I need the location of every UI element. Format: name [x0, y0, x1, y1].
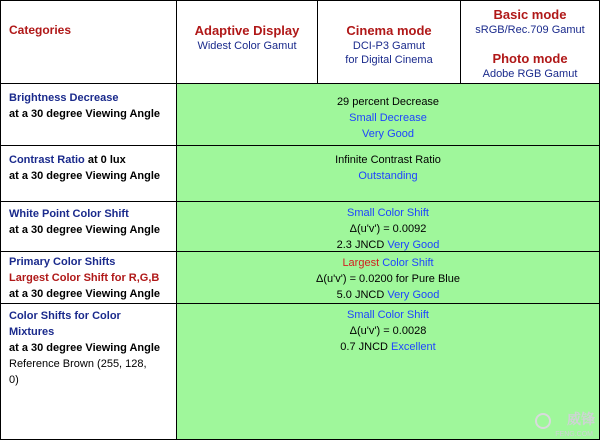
mixtures-delta: Δ(u'v') = 0.0028 — [349, 325, 427, 337]
primary-shift-label: Primary Color Shifts — [9, 256, 116, 268]
contrast-lux-label: at 0 lux — [84, 154, 126, 166]
brightness-value: 29 percent Decrease — [336, 96, 440, 108]
white-point-delta: Δ(u'v') = 0.0092 — [349, 223, 427, 235]
row-contrast-label-cell — [0, 146, 177, 202]
basic-mode-title: Basic mode — [493, 7, 567, 22]
contrast-rating: Outstanding — [358, 170, 418, 182]
watermark-logo-icon — [535, 413, 551, 429]
basic-mode-subtitle: sRGB/Rec.709 Gamut — [475, 24, 585, 36]
primary-rating: Very Good — [387, 289, 440, 301]
white-point-rating: Very Good — [387, 239, 440, 251]
mixtures-rating: Excellent — [391, 341, 436, 353]
cinema-mode-subtitle-1: DCI-P3 Gamut — [352, 40, 426, 52]
header-categories-cell — [0, 0, 177, 84]
row-white-point-label-cell — [0, 202, 177, 252]
row-mixtures-label-cell — [0, 304, 177, 440]
contrast-value: Infinite Contrast Ratio — [335, 154, 441, 166]
header-basic-photo-cell — [461, 0, 600, 84]
row-contrast-value-cell — [177, 146, 600, 202]
cinema-mode-title: Cinema mode — [346, 23, 432, 38]
mixtures-label-line2: Mixtures — [9, 326, 55, 338]
brightness-summary: Small Decrease — [349, 112, 427, 124]
primary-largest-word: Largest — [342, 257, 380, 269]
brightness-angle-label: at a 30 degree Viewing Angle — [9, 108, 160, 120]
mixtures-jncd: 0.7 JNCD — [340, 341, 392, 353]
contrast-angle-label: at a 30 degree Viewing Angle — [9, 170, 160, 182]
white-point-jncd: 2.3 JNCD — [336, 239, 388, 251]
white-point-summary: Small Color Shift — [347, 207, 429, 219]
adaptive-display-title: Adaptive Display — [194, 23, 300, 38]
row-primary-label-cell — [0, 252, 177, 304]
mixtures-reference-label: Reference Brown (255, 128, — [9, 358, 147, 370]
mixtures-angle-label: at a 30 degree Viewing Angle — [9, 342, 160, 354]
row-brightness-label-cell — [0, 84, 177, 146]
photo-mode-subtitle: Adobe RGB Gamut — [482, 68, 578, 80]
row-primary-value-cell — [177, 252, 600, 304]
white-point-label: White Point Color Shift — [9, 208, 129, 220]
watermark-subtext: FENG.COM — [555, 431, 593, 438]
primary-shift-word: Color Shift — [379, 257, 434, 269]
adaptive-display-subtitle: Widest Color Gamut — [197, 40, 297, 52]
primary-delta: Δ(u'v') = 0.0200 for Pure Blue — [316, 273, 460, 285]
header-cinema-mode-cell — [318, 0, 461, 84]
brightness-decrease-label: Brightness Decrease — [9, 92, 119, 104]
brightness-rating: Very Good — [362, 128, 414, 140]
contrast-ratio-label: Contrast Ratio — [9, 154, 85, 166]
largest-shift-label: Largest Color Shift for R,G,B — [9, 272, 160, 284]
mixtures-summary: Small Color Shift — [347, 309, 429, 321]
photo-mode-title: Photo mode — [492, 51, 568, 66]
header-adaptive-display-cell — [177, 0, 318, 84]
categories-heading: Categories — [9, 23, 72, 37]
primary-jncd: 5.0 JNCD — [336, 289, 388, 301]
white-point-angle-label: at a 30 degree Viewing Angle — [9, 224, 160, 236]
mixtures-reference-label-end: 0) — [9, 374, 19, 386]
primary-angle-label: at a 30 degree Viewing Angle — [9, 288, 160, 300]
watermark-text: 威锋 — [567, 411, 595, 427]
row-mixtures-value-cell — [177, 304, 600, 440]
mixtures-label-line1: Color Shifts for Color — [9, 310, 121, 322]
row-brightness-value-cell — [177, 84, 600, 146]
row-white-point-value-cell — [177, 202, 600, 252]
cinema-mode-subtitle-2: for Digital Cinema — [345, 54, 433, 66]
